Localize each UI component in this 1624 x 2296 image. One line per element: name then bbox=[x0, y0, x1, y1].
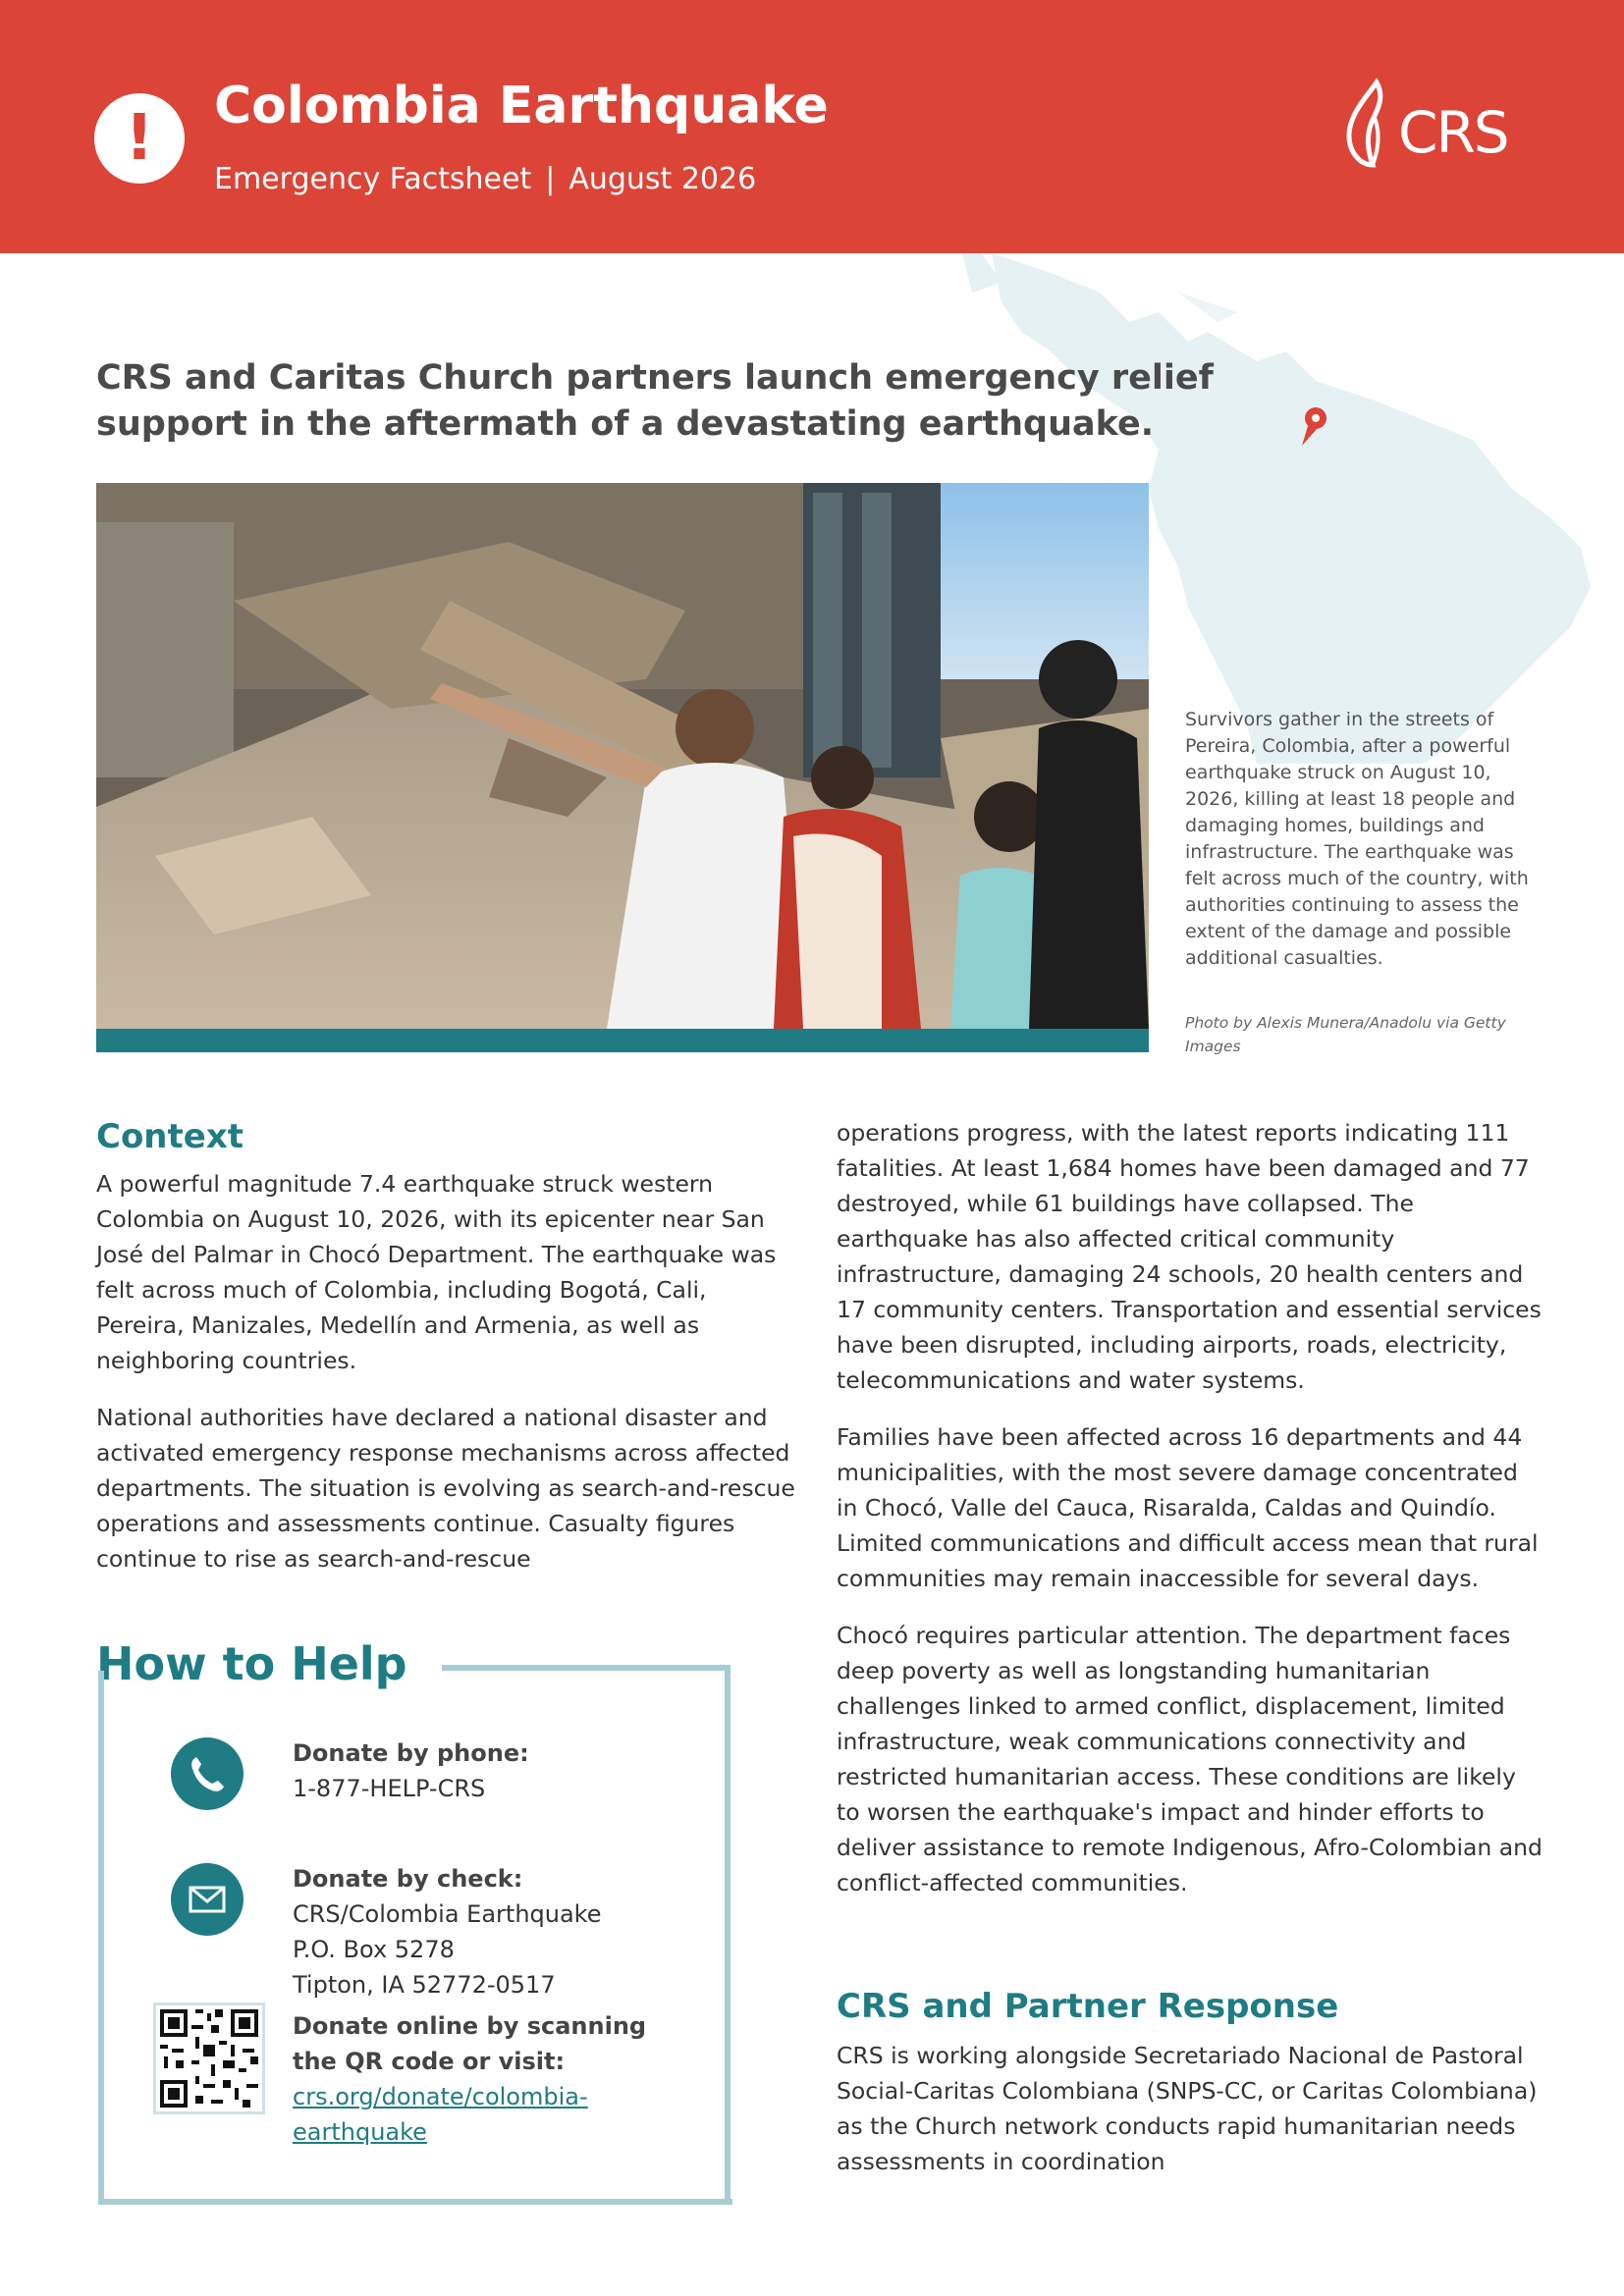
response-heading: CRS and Partner Response bbox=[837, 1987, 1339, 2026]
page-subtitle bbox=[214, 162, 756, 197]
context-paragraph-4: Families have been affected across 16 departments and 44 municipalities, with the most severe damage concentrated in Chocó, Valle del Cauca, Risaralda, Caldas and Quindío. Limited communications and difficult access mean that rural communities may remain inaccessible for several days. bbox=[837, 1423, 1539, 1592]
earthquake-photo bbox=[96, 483, 1149, 1052]
context-paragraph-2: National authorities have declared a national disaster and activated emergency response mechanisms across affected departments. The situation is evolving as search-and-rescue operations and assessments continue. Casualty figures continue to rise as search-and-rescue bbox=[96, 1404, 795, 1573]
crs-logo bbox=[1339, 75, 1536, 183]
photo-accent-bar bbox=[96, 1029, 1149, 1052]
check-address-line-3: Tipton, IA 52772-0517 bbox=[293, 1971, 556, 1999]
context-paragraph-3: operations progress, with the latest reports indicating 111 fatalities. At least 1,684 homes have been damaged and 77 destroyed, while 61 buildings have collapsed. The earthquake has also affected critical community infrastructure, damaging 24 schools, 20 health centers and 17 community centers. Transportation and essential services have been disrupted, including airports, roads, electricity, telecommunications and water systems. bbox=[837, 1119, 1542, 1394]
check-address-line-1: CRS/Colombia Earthquake bbox=[293, 1900, 602, 1928]
donate-phone-label: Donate by phone: bbox=[293, 1739, 529, 1767]
photo-caption: Survivors gather in the streets of Pereira, Colombia, after a powerful earthquake struck on August 10, 2026, killing at least 18 people and damaging homes, buildings and infrastructure. The earthquake was felt across much of the country, with authorities continuing to assess the extent of the damage and possible additional casualties. bbox=[1185, 709, 1529, 969]
how-to-help-heading: How to Help bbox=[96, 1637, 407, 1690]
help-box-border-top bbox=[442, 1665, 731, 1671]
qr-code[interactable] bbox=[153, 2002, 265, 2114]
page-title: Colombia Earthquake bbox=[214, 77, 829, 135]
lead-statement: CRS and Caritas Church partners launch emergency relief support in the aftermath of a devastating earthquake. bbox=[96, 358, 1214, 444]
check-address-line-2: P.O. Box 5278 bbox=[293, 1936, 455, 1963]
donate-check-label: Donate by check: bbox=[293, 1865, 523, 1893]
subtitle-type: Emergency Factsheet bbox=[214, 162, 532, 196]
context-heading: Context bbox=[96, 1117, 244, 1156]
photo-credit: Photo by Alexis Munera/Anadolu via Getty Images bbox=[1185, 1014, 1506, 1055]
logo-text: CRS bbox=[1398, 99, 1508, 166]
donate-online-link[interactable]: crs.org/donate/colombia-earthquake bbox=[293, 2083, 588, 2146]
help-box-border-right bbox=[725, 1671, 731, 2205]
subtitle-date: August 2026 bbox=[568, 162, 757, 196]
response-column bbox=[837, 2038, 1543, 2201]
phone-icon bbox=[171, 1737, 244, 1810]
donate-online-label: Donate online by scanning the QR code or visit: bbox=[293, 2012, 647, 2075]
envelope-icon bbox=[171, 1863, 244, 1936]
donate-phone-number[interactable]: 1-877-HELP-CRS bbox=[293, 1775, 486, 1802]
context-paragraph-1: A powerful magnitude 7.4 earthquake struck western Colombia on August 10, 2026, with its epicenter near San José del Palmar in Chocó Department. The earthquake was felt across much of Colombia, including Bogotá, Cali, Pereira, Manizales, Medellín and Armenia, as well as neighboring countries. bbox=[96, 1170, 777, 1374]
context-column-right bbox=[837, 1115, 1543, 1922]
header-banner bbox=[0, 0, 1624, 253]
context-paragraph-5: Chocó requires particular attention. The department faces deep poverty as well as longstanding humanitarian challenges linked to armed conflict, displacement, limited infrastructure, weak communications connectivity and restricted humanitarian access. These conditions are likely to worsen the earthquake's impact and hinder efforts to deliver assistance to remote Indigenous, Afro-Colombian and conflict-affected communities. bbox=[837, 1622, 1543, 1896]
donate-online bbox=[293, 2008, 685, 2150]
subtitle-separator: | bbox=[545, 162, 556, 196]
context-column-left bbox=[96, 1166, 799, 1598]
alert-icon: ! bbox=[94, 93, 185, 184]
donate-check bbox=[293, 1861, 705, 2002]
donate-phone bbox=[293, 1735, 705, 1806]
response-paragraph-1: CRS is working alongside Secretariado Nacional de Pastoral Social-Caritas Colombiana (SNPS-CC, or Caritas Colombiana) as the Church network conducts rapid humanitarian needs assessments in coordination bbox=[837, 2042, 1538, 2175]
